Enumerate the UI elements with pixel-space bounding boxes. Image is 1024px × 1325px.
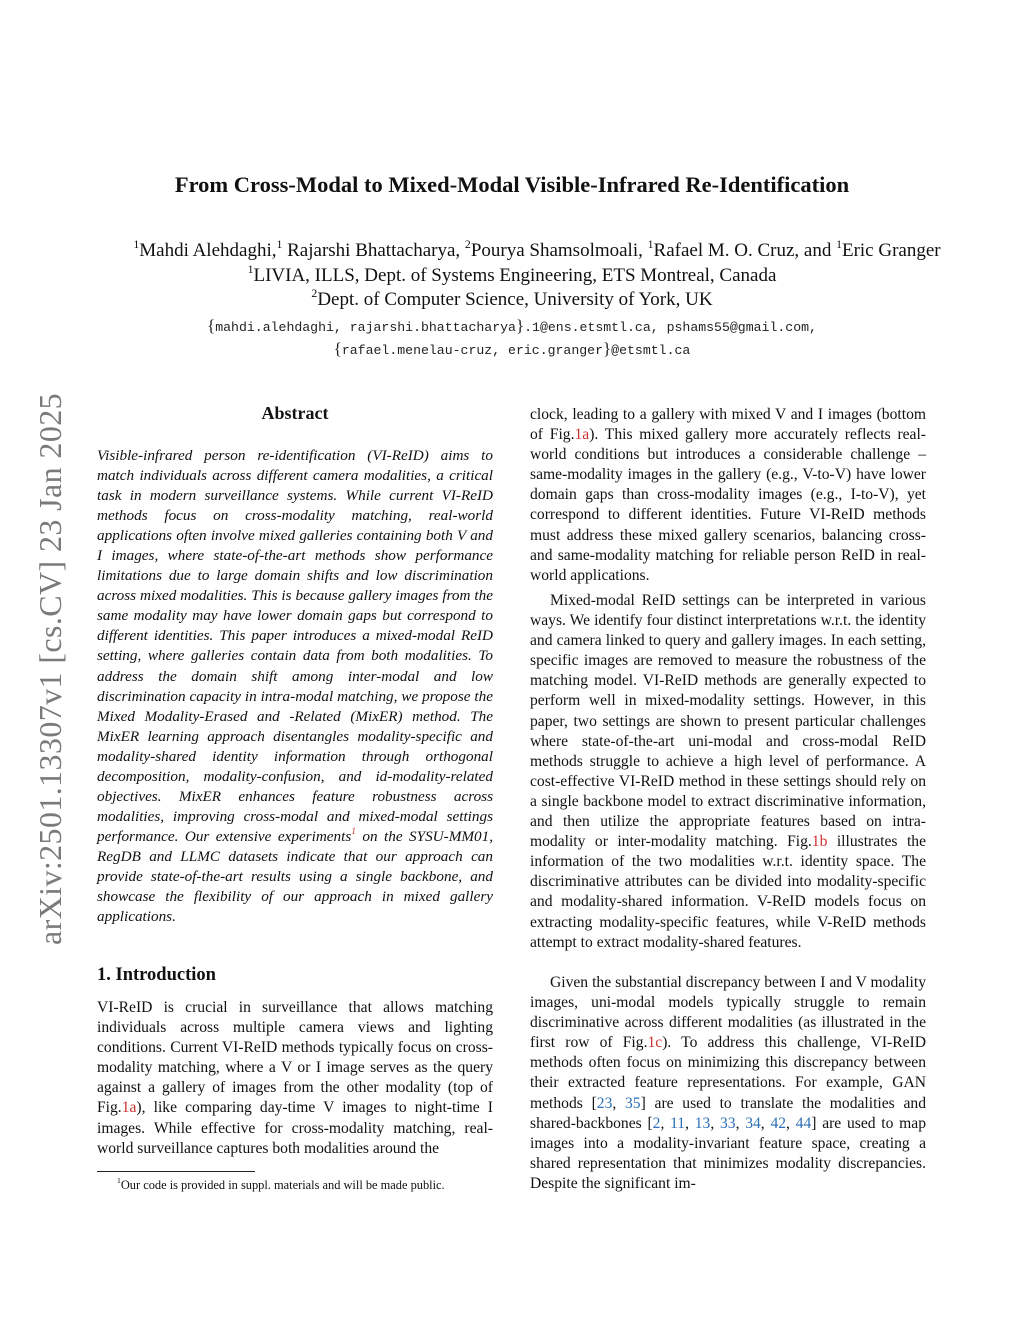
abstract-heading: Abstract <box>261 403 329 423</box>
author-list <box>0 237 1024 262</box>
author-name: Rafael M. O. Cruz, and <box>653 240 837 261</box>
author-affil-mark: 1 <box>276 237 283 251</box>
separator: , <box>735 1114 746 1132</box>
body-text: clock, leading to a gallery with mixed V and I images (bottom of Fig. <box>530 406 926 444</box>
author-affil-mark: 1 <box>836 237 842 251</box>
affiliation-2 <box>0 286 1024 311</box>
right-paragraph-3 <box>530 973 926 1194</box>
author-name: Eric Granger <box>841 240 941 261</box>
citation-link[interactable]: 44 <box>795 1114 812 1132</box>
body-text: Mixed-modal ReID settings can be interpreted in various ways. We identify four distinct interpretations w.r.t. the identity and camera linked to query and gallery images. In each setting, specific images are removed to measure the robustness of the matching model. VI-ReID methods are generally expected to perform well in mixed-modality settings. However, in this paper, two settings are shown to present particular challenges where state-of-the-art uni-modal and cross-modal ReID methods struggle to achieve a high level of performance. A cost-effective VI-ReID method in these settings should rely on a single backbone model to extract discriminative information, and then utilize the appropriate features based on intra-modality or inter-modality matching. Fig. <box>530 592 926 851</box>
body-text: ), like comparing day-time V images to night-time I images. While effective for cross-modality matching, real-world surveillance captures both modalities around the <box>97 1099 493 1157</box>
email-line-2 <box>0 339 1024 359</box>
brace-open: { <box>333 339 342 358</box>
brace-open: { <box>207 316 216 335</box>
citation-link[interactable]: 34 <box>745 1114 761 1132</box>
footnote-divider <box>97 1171 255 1172</box>
email-names: rafael.menelau-cruz, eric.granger <box>341 343 603 358</box>
separator: , <box>710 1114 720 1132</box>
separator: , <box>685 1114 695 1132</box>
figure-ref-link[interactable]: 1a <box>574 426 590 444</box>
body-text: illustrates the information of the two modalities w.r.t. identity space. The discriminative attributes can be divided into modality-specific and modality-shared information. V-ReID models focus on extracting modality-specific features, while V-ReID methods attempt to extract modality-shared features. <box>530 833 926 951</box>
separator: , <box>612 1094 625 1112</box>
separator: , <box>786 1114 796 1132</box>
citation-link[interactable]: 33 <box>719 1114 736 1132</box>
author-affil-mark: 2 <box>464 237 471 251</box>
author-affil-mark: 1 <box>133 237 140 251</box>
citation-link[interactable]: 11 <box>670 1114 686 1132</box>
affil-text: LIVIA, ILLS, Dept. of Systems Engineering, ETS Montreal, Canada <box>253 265 777 286</box>
affil-text: Dept. of Computer Science, University of York, UK <box>317 289 713 310</box>
author-name: Pourya Shamsolmoali, <box>470 240 648 261</box>
brace-close: } <box>603 339 612 358</box>
right-paragraph-2 <box>530 591 926 953</box>
footnote-mark: 1 <box>117 1176 121 1186</box>
abstract-body <box>97 446 493 927</box>
right-paragraph-1 <box>530 405 926 586</box>
paper-title: From Cross-Modal to Mixed-Modal Visible-Infrared Re-Identification <box>174 172 850 197</box>
abstract-text: Visible-infrared person re-identification (VI-ReID) aims to match individuals across different camera modalities, a critical task in modern surveillance systems. While current VI-ReID methods focus on cross-modality matching, real-world applications often involve mixed galleries containing both V and I images, where state-of-the-art methods show performance limitations due to large domain shifts and low discrimination across mixed modalities. This is because gallery images from the same modality may have lower domain gaps but correspond to different identities. This paper introduces a mixed-modal ReID setting, where galleries contain data from both modalities. To address the domain shift among inter-modal and low discrimination capacity in intra-modal matching, we propose the Mixed Modality-Erased and -Related (MixER) method. The MixER learning approach disentangles modality-specific and modality-shared identity information through orthogonal decomposition, modality-confusion, and id-modality-related objectives. MixER enhances feature robustness across modalities, improving cross-modal and mixed-modal settings performance. Our extensive experiments <box>97 447 493 845</box>
affil-mark: 1 <box>247 262 254 276</box>
body-text: ). To address this challenge, VI-ReID methods often focus on minimizing this discrepancy between their extracted feature representations. For example, GAN methods [ <box>530 1034 926 1112</box>
figure-ref-link[interactable]: 1c <box>647 1034 663 1052</box>
footnote <box>117 1178 445 1193</box>
author-affil-mark: 1 <box>647 237 654 251</box>
author-name: Rajarshi Bhattacharya, <box>282 240 465 261</box>
citation-link[interactable]: 23 <box>596 1094 613 1112</box>
body-text: VI-ReID is crucial in surveillance that allows matching individuals across multiple camera views and lighting conditions. Current VI-ReID methods typically focus on cross-modality matching, where a V or I image serves as the query against a gallery of images from the other modality (top of Fig. <box>97 999 493 1117</box>
separator: , <box>760 1114 771 1132</box>
intro-paragraph-1 <box>97 998 493 1159</box>
footnote-link[interactable]: 1 <box>351 826 356 837</box>
abstract-text: on the SYSU-MM01, RegDB and LLMC datasets indicate that our approach can provide state-of-the-art results using a single backbone, and showcase the flexibility of our approach in mixed gallery applications. <box>97 827 493 926</box>
affil-mark: 2 <box>311 286 318 300</box>
affiliation-1 <box>0 262 1024 287</box>
email-domain: @etsmtl.ca <box>611 343 691 358</box>
citation-link[interactable]: 13 <box>694 1114 711 1132</box>
citation-link[interactable]: 2 <box>652 1114 661 1132</box>
email-domain: .1@ens.etsmtl.ca, pshams55@gmail.com, <box>524 320 817 335</box>
figure-ref-link[interactable]: 1a <box>121 1099 137 1117</box>
email-line-1 <box>0 316 1024 336</box>
footnote-text: Our code is provided in suppl. materials and will be made public. <box>120 1178 445 1192</box>
citation-link[interactable]: 42 <box>770 1114 787 1132</box>
arxiv-identifier: arXiv:2501.13307v1 [cs.CV] 23 Jan 2025 <box>32 392 68 945</box>
author-name: Mahdi Alehdaghi, <box>139 240 277 261</box>
body-text: ] are used to map images into a modality-invariant feature space, creating a shared representation that minimizes modality discrepancies. Despite the significant im- <box>530 1114 927 1192</box>
body-text: Given the substantial discrepancy between I and V modality images, uni-modal models typically struggle to remain discriminative across different modalities (as illustrated in the first row of Fig. <box>530 974 926 1052</box>
separator: , <box>660 1114 671 1132</box>
figure-ref-link[interactable]: 1b <box>811 833 828 851</box>
body-text: ). This mixed gallery more accurately reflects real-world conditions but introduces a considerable challenge – same-modality images in the gallery (e.g., V-to-V) have lower domain gaps than cross-modality images (e.g., I-to-V), yet correspond to different identities. Future VI-ReID methods must address these mixed gallery scenarios, balancing cross- and same-modality matching for reliable person ReID in real-world applications. <box>530 426 927 584</box>
brace-close: } <box>515 316 525 335</box>
section-heading-introduction: 1. Introduction <box>97 965 216 985</box>
citation-link[interactable]: 35 <box>625 1094 641 1112</box>
body-text: ] are used to translate the modalities and shared-backbones [ <box>530 1094 926 1132</box>
email-names: mahdi.alehdaghi, rajarshi.bhattacharya <box>215 320 516 335</box>
